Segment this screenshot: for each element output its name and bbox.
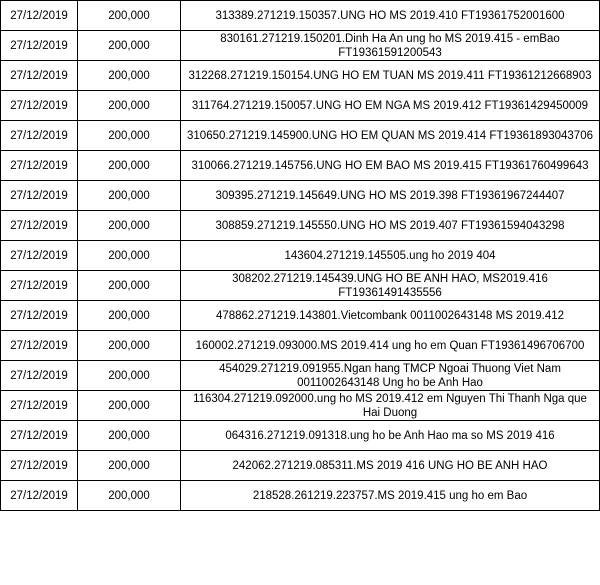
description-cell: 830161.271219.150201.Dinh Ha An ung ho MS 2019.415 - emBao FT19361591200543 bbox=[181, 31, 600, 61]
description-cell: 308859.271219.145550.UNG HO MS 2019.407 FT19361594043298 bbox=[181, 211, 600, 241]
description-cell: 143604.271219.145505.ung ho 2019 404 bbox=[181, 241, 600, 271]
description-cell: 064316.271219.091318.ung ho be Anh Hao ma so MS 2019 416 bbox=[181, 421, 600, 451]
date-cell: 27/12/2019 bbox=[1, 481, 78, 511]
table-row bbox=[1, 1, 600, 31]
description-cell: 160002.271219.093000.MS 2019.414 ung ho em Quan FT19361496706700 bbox=[181, 331, 600, 361]
table-row bbox=[1, 91, 600, 121]
ledger-body bbox=[1, 1, 600, 511]
amount-cell: 200,000 bbox=[78, 481, 181, 511]
description-cell: 312268.271219.150154.UNG HO EM TUAN MS 2019.411 FT19361212668903 bbox=[181, 61, 600, 91]
amount-cell: 200,000 bbox=[78, 31, 181, 61]
description-cell: 313389.271219.150357.UNG HO MS 2019.410 FT19361752001600 bbox=[181, 1, 600, 31]
date-cell: 27/12/2019 bbox=[1, 421, 78, 451]
table-row bbox=[1, 421, 600, 451]
description-cell: 309395.271219.145649.UNG HO MS 2019.398 FT19361967244407 bbox=[181, 181, 600, 211]
date-cell: 27/12/2019 bbox=[1, 361, 78, 391]
date-cell: 27/12/2019 bbox=[1, 151, 78, 181]
table-row bbox=[1, 331, 600, 361]
table-row bbox=[1, 301, 600, 331]
amount-cell: 200,000 bbox=[78, 211, 181, 241]
table-row bbox=[1, 361, 600, 391]
table-row bbox=[1, 271, 600, 301]
date-cell: 27/12/2019 bbox=[1, 241, 78, 271]
date-cell: 27/12/2019 bbox=[1, 1, 78, 31]
table-row bbox=[1, 451, 600, 481]
date-cell: 27/12/2019 bbox=[1, 331, 78, 361]
amount-cell: 200,000 bbox=[78, 151, 181, 181]
date-cell: 27/12/2019 bbox=[1, 301, 78, 331]
description-cell: 454029.271219.091955.Ngan hang TMCP Ngoai Thuong Viet Nam 0011002643148 Ung ho be Anh Hao bbox=[181, 361, 600, 391]
amount-cell: 200,000 bbox=[78, 181, 181, 211]
amount-cell: 200,000 bbox=[78, 361, 181, 391]
description-cell: 308202.271219.145439.UNG HO BE ANH HAO, MS2019.416 FT19361491435556 bbox=[181, 271, 600, 301]
description-cell: 310066.271219.145756.UNG HO EM BAO MS 2019.415 FT19361760499643 bbox=[181, 151, 600, 181]
description-cell: 310650.271219.145900.UNG HO EM QUAN MS 2019.414 FT19361893043706 bbox=[181, 121, 600, 151]
description-cell: 242062.271219.085311.MS 2019 416 UNG HO BE ANH HAO bbox=[181, 451, 600, 481]
table-row bbox=[1, 151, 600, 181]
date-cell: 27/12/2019 bbox=[1, 61, 78, 91]
amount-cell: 200,000 bbox=[78, 1, 181, 31]
table-row bbox=[1, 61, 600, 91]
table-row bbox=[1, 181, 600, 211]
description-cell: 478862.271219.143801.Vietcombank 0011002643148 MS 2019.412 bbox=[181, 301, 600, 331]
amount-cell: 200,000 bbox=[78, 271, 181, 301]
amount-cell: 200,000 bbox=[78, 331, 181, 361]
date-cell: 27/12/2019 bbox=[1, 121, 78, 151]
date-cell: 27/12/2019 bbox=[1, 391, 78, 421]
amount-cell: 200,000 bbox=[78, 451, 181, 481]
table-row bbox=[1, 481, 600, 511]
table-row bbox=[1, 121, 600, 151]
table-row bbox=[1, 211, 600, 241]
amount-cell: 200,000 bbox=[78, 391, 181, 421]
table-row bbox=[1, 391, 600, 421]
amount-cell: 200,000 bbox=[78, 61, 181, 91]
amount-cell: 200,000 bbox=[78, 91, 181, 121]
amount-cell: 200,000 bbox=[78, 301, 181, 331]
amount-cell: 200,000 bbox=[78, 121, 181, 151]
date-cell: 27/12/2019 bbox=[1, 451, 78, 481]
description-cell: 116304.271219.092000.ung ho MS 2019.412 em Nguyen Thi Thanh Nga que Hai Duong bbox=[181, 391, 600, 421]
date-cell: 27/12/2019 bbox=[1, 211, 78, 241]
date-cell: 27/12/2019 bbox=[1, 181, 78, 211]
date-cell: 27/12/2019 bbox=[1, 271, 78, 301]
description-cell: 218528.261219.223757.MS 2019.415 ung ho em Bao bbox=[181, 481, 600, 511]
amount-cell: 200,000 bbox=[78, 421, 181, 451]
table-row bbox=[1, 241, 600, 271]
date-cell: 27/12/2019 bbox=[1, 91, 78, 121]
amount-cell: 200,000 bbox=[78, 241, 181, 271]
description-cell: 311764.271219.150057.UNG HO EM NGA MS 2019.412 FT19361429450009 bbox=[181, 91, 600, 121]
table-row bbox=[1, 31, 600, 61]
date-cell: 27/12/2019 bbox=[1, 31, 78, 61]
